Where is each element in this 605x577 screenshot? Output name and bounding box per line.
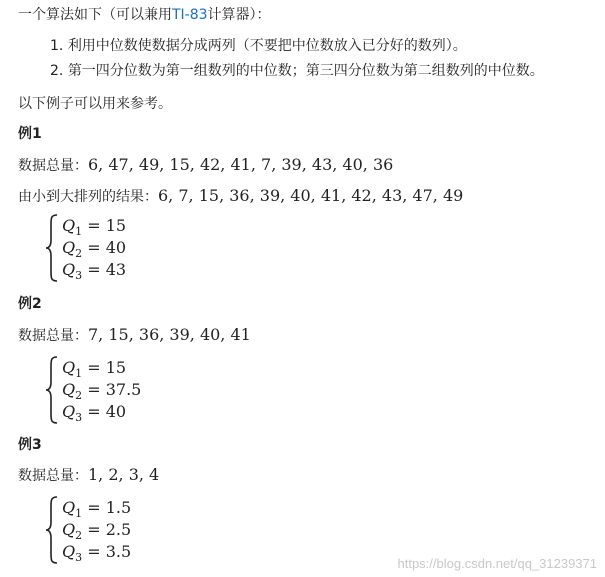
intro-prefix: 一个算法如下（可以兼用 <box>18 7 172 23</box>
list-item <box>50 61 544 81</box>
data-values: 6, 47, 49, 15, 42, 41, 7, 39, 43, 40, 36 <box>88 155 394 174</box>
quartile-q3: $Q_3 = 43$ <box>62 260 127 283</box>
example-1-data <box>18 155 393 176</box>
reference-note: 以下例子可以用来参考。 <box>18 96 172 112</box>
quartile-q3: $Q_3 = 3.5$ <box>62 542 132 565</box>
quartile-q2: $Q_2 = 40$ <box>62 238 127 261</box>
example-1-sorted <box>18 186 463 207</box>
example-2-data <box>18 325 251 346</box>
quartile-q1: $Q_1 = 1.5$ <box>62 498 132 521</box>
example-1-title: 例1 <box>18 126 42 142</box>
quartile-q1: $Q_1 = 15$ <box>62 216 127 239</box>
example-2-title: 例2 <box>18 296 42 312</box>
quartile-q3: $Q_3 = 40$ <box>62 402 127 425</box>
watermark: https://blog.csdn.net/qq_31239371 <box>397 556 597 571</box>
example-3-data <box>18 465 159 486</box>
data-label: 数据总量： <box>18 468 88 484</box>
quartile-q2: $Q_2 = 37.5$ <box>62 380 142 403</box>
data-values: 7, 15, 36, 39, 40, 41 <box>88 325 251 344</box>
ti83-link[interactable]: TI-83 <box>172 7 208 23</box>
sorted-values: 6, 7, 15, 36, 39, 40, 41, 42, 43, 47, 49 <box>158 186 464 205</box>
left-brace-icon <box>44 213 60 283</box>
quartile-q1: $Q_1 = 15$ <box>62 358 127 381</box>
intro-suffix: 计算器）： <box>207 7 271 23</box>
list-number: 1. <box>50 38 64 54</box>
data-label: 数据总量： <box>18 328 88 344</box>
list-text: 第一四分位数为第一组数列的中位数；第三四分位数为第二组数列的中位数。 <box>67 63 544 79</box>
list-text: 利用中位数使数据分成两列（不要把中位数放入已分好的数列）。 <box>67 38 467 54</box>
sorted-label: 由小到大排列的结果： <box>18 189 158 205</box>
data-label: 数据总量： <box>18 158 88 174</box>
left-brace-icon <box>44 355 60 425</box>
list-number: 2. <box>50 63 64 79</box>
left-brace-icon <box>44 495 60 565</box>
example-3-title: 例3 <box>18 437 42 453</box>
data-values: 1, 2, 3, 4 <box>88 465 160 484</box>
intro-line <box>18 5 271 25</box>
quartile-q2: $Q_2 = 2.5$ <box>62 520 132 543</box>
list-item <box>50 36 467 56</box>
